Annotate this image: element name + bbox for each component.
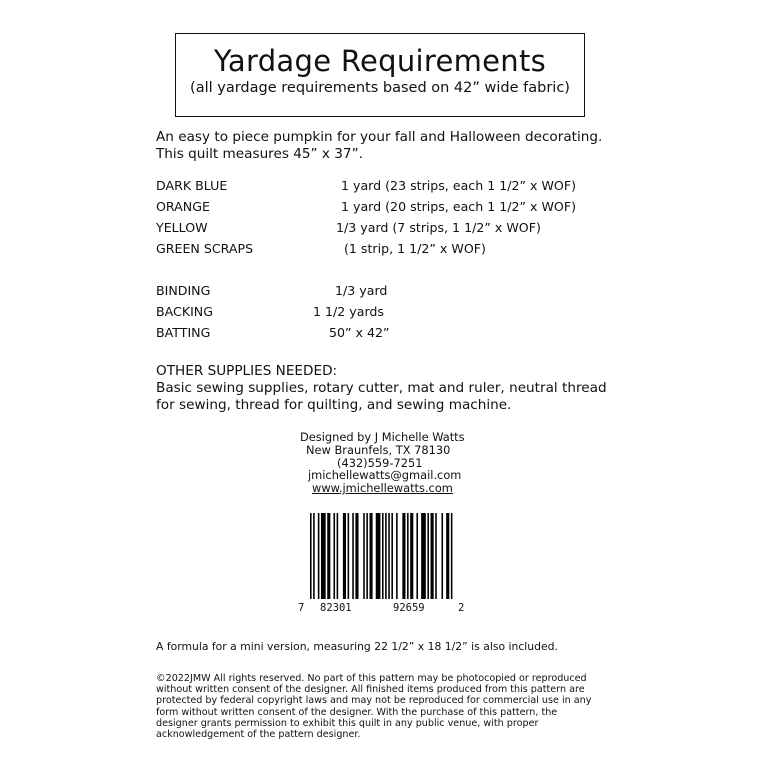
designer-phone: (432)559-7251 — [337, 455, 423, 470]
barcode-bar — [382, 513, 384, 599]
fabric-label: GREEN SCRAPS — [156, 241, 254, 256]
designer-website-link[interactable]: www.jmichellewatts.com — [312, 481, 453, 496]
barcode-bar — [446, 513, 449, 599]
designer-email: jmichellewatts@gmail.com — [308, 468, 462, 483]
barcode-bar — [313, 513, 315, 599]
barcode-bar — [402, 513, 405, 599]
copyright-line: without written consent of the designer. All finished items produced from this pattern are — [156, 684, 585, 696]
barcode-bar — [310, 513, 312, 599]
barcode-bar — [427, 513, 429, 599]
copyright-line: acknowledgement of the pattern designer. — [156, 729, 361, 741]
barcode-bar — [431, 513, 434, 599]
barcode-bar — [451, 513, 453, 599]
barcode-bar — [343, 513, 346, 599]
barcode-bar — [369, 513, 372, 599]
page-subtitle: (all yardage requirements based on 42” wide fabric) — [190, 80, 570, 96]
barcode-bar — [421, 513, 426, 599]
fabric-label: YELLOW — [156, 220, 208, 235]
barcode-digit-right: 2 — [458, 602, 465, 614]
fabric-value: 1 yard (20 strips, each 1 1/2” x WOF) — [341, 199, 576, 214]
finishing-label: BINDING — [156, 283, 211, 298]
supplies-line: for sewing, thread for quilting, and sewing machine. — [156, 397, 512, 413]
barcode-bar — [352, 513, 354, 599]
barcode-bar — [333, 513, 335, 599]
barcode-bars — [310, 513, 454, 599]
barcode-bar — [388, 513, 390, 599]
finishing-label: BATTING — [156, 325, 211, 340]
fabric-label: ORANGE — [156, 199, 210, 214]
barcode-digit-left: 7 — [298, 602, 305, 614]
barcode-bar — [416, 513, 418, 599]
supplies-heading: OTHER SUPPLIES NEEDED: — [156, 363, 338, 379]
barcode-bar — [376, 513, 381, 599]
barcode-bar — [391, 513, 393, 599]
barcode-group-2: 92659 — [393, 602, 425, 614]
finishing-value: 1 1/2 yards — [313, 304, 384, 319]
barcode-bar — [355, 513, 358, 599]
finishing-value: 50” x 42” — [329, 325, 390, 340]
other-supplies — [156, 363, 626, 414]
barcode-bar — [410, 513, 413, 599]
fabric-value: (1 strip, 1 1/2” x WOF) — [344, 241, 486, 256]
barcode-bar — [363, 513, 365, 599]
barcode-bar — [396, 513, 398, 599]
designer-name: Designed by J Michelle Watts — [300, 430, 465, 444]
copyright-line: form without written consent of the designer. With the purchase of this pattern, the — [156, 706, 558, 718]
intro-line: This quilt measures 45” x 37”. — [156, 146, 363, 162]
designer-credits — [300, 431, 465, 495]
barcode-bar — [318, 513, 320, 599]
barcode-bar — [321, 513, 326, 599]
barcode-bar — [337, 513, 339, 599]
finishing-value: 1/3 yard — [335, 283, 388, 298]
fabric-label: DARK BLUE — [156, 178, 228, 193]
fabric-value: 1 yard (23 strips, each 1 1/2” x WOF) — [341, 178, 576, 193]
copyright-line: protected by federal copyright laws and may not be reproduced for commercial use in any — [156, 695, 592, 707]
copyright-notice — [156, 673, 616, 740]
copyright-line: designer grants permission to exhibit this quilt in any public venue, with proper — [156, 717, 539, 729]
page-title: Yardage Requirements — [213, 44, 547, 78]
copyright-line: ©2022JMW All rights reserved. No part of this pattern may be photocopied or reproduced — [156, 673, 587, 684]
barcode-bar — [407, 513, 409, 599]
finishing-label: BACKING — [156, 304, 213, 319]
barcode-group-1: 82301 — [320, 602, 352, 614]
barcode-bar — [327, 513, 330, 599]
barcode-bar — [348, 513, 350, 599]
title-box — [175, 33, 585, 117]
barcode-bar — [366, 513, 368, 599]
designer-location: New Braunfels, TX 78130 — [306, 442, 451, 457]
intro-line: An easy to piece pumpkin for your fall and Halloween decorating. — [156, 129, 603, 145]
fabric-value: 1/3 yard (7 strips, 1 1/2” x WOF) — [336, 220, 541, 235]
barcode-bar — [441, 513, 443, 599]
intro-text — [156, 129, 636, 163]
mini-version-note: A formula for a mini version, measuring 22 1/2” x 18 1/2” is also included. — [156, 640, 558, 653]
barcode-bar — [385, 513, 387, 599]
barcode-bar — [435, 513, 437, 599]
supplies-line: Basic sewing supplies, rotary cutter, mat and ruler, neutral thread — [156, 380, 607, 396]
barcode — [298, 513, 466, 620]
